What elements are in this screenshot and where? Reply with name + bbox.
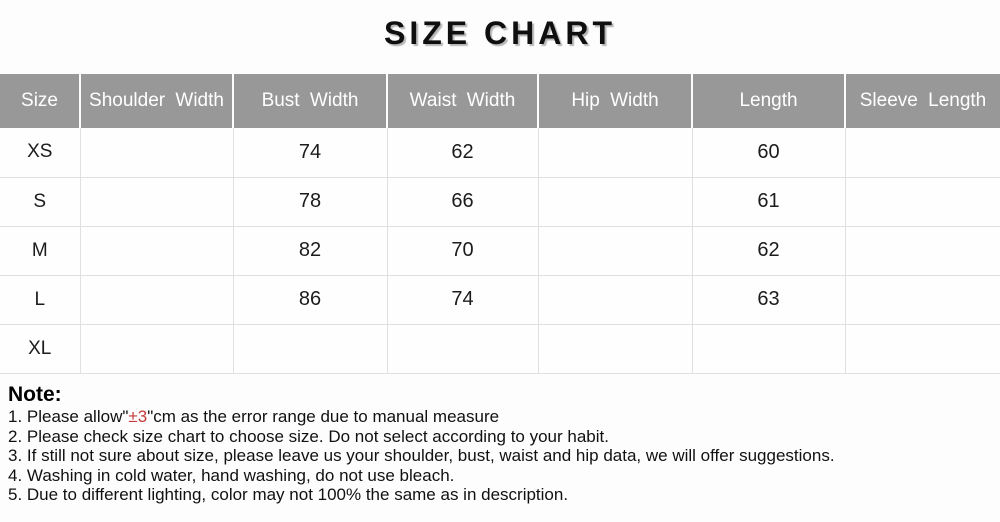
- cell-xs-hip: [538, 128, 692, 177]
- cell-l-bust: 86: [233, 275, 387, 324]
- cell-s-waist: 66: [387, 177, 538, 226]
- cell-l-sleeve: [845, 275, 1000, 324]
- cell-xl-hip: [538, 324, 692, 373]
- cell-l-shoulder: [80, 275, 233, 324]
- note-1-tolerance-value: ±3: [128, 407, 148, 426]
- cell-l-length: 63: [692, 275, 845, 324]
- table-row-s: [0, 177, 1000, 226]
- cell-s-size: S: [0, 177, 80, 226]
- cell-s-bust: 78: [233, 177, 387, 226]
- table-row-xl: [0, 324, 1000, 373]
- note-1-prefix: 1. Please allow": [8, 407, 129, 426]
- cell-xl-shoulder: [80, 324, 233, 373]
- cell-xl-size: XL: [0, 324, 80, 373]
- note-line-5: 5. Due to different lighting, color may not 100% the same as in description.: [8, 485, 569, 505]
- table-row-m: [0, 226, 1000, 275]
- notes-section: [8, 383, 993, 505]
- size-chart-table: [0, 74, 1000, 374]
- cell-l-size: L: [0, 275, 80, 324]
- cell-xs-sleeve: [845, 128, 1000, 177]
- header-sleeve-length: Sleeve Length: [845, 74, 1000, 128]
- cell-xl-waist: [387, 324, 538, 373]
- cell-xs-length: 60: [692, 128, 845, 177]
- cell-xs-waist: 62: [387, 128, 538, 177]
- page-title: SIZE CHART: [384, 15, 616, 51]
- table-row-xs: [0, 128, 1000, 177]
- note-line-4: 4. Washing in cold water, hand washing, do not use bleach.: [8, 465, 455, 485]
- cell-m-length: 62: [692, 226, 845, 275]
- table-header-row: [0, 74, 1000, 128]
- cell-s-sleeve: [845, 177, 1000, 226]
- cell-xl-sleeve: [845, 324, 1000, 373]
- cell-l-waist: 74: [387, 275, 538, 324]
- cell-m-shoulder: [80, 226, 233, 275]
- header-waist-width: Waist Width: [387, 74, 538, 128]
- header-hip-width: Hip Width: [538, 74, 692, 128]
- cell-m-size: M: [0, 226, 80, 275]
- cell-xs-size: XS: [0, 128, 80, 177]
- note-line-2: 2. Please check size chart to choose size. Do not select according to your habit.: [8, 426, 609, 446]
- cell-xs-bust: 74: [233, 128, 387, 177]
- cell-xs-shoulder: [80, 128, 233, 177]
- table-row-l: [0, 275, 1000, 324]
- header-length: Length: [692, 74, 845, 128]
- cell-m-sleeve: [845, 226, 1000, 275]
- cell-s-shoulder: [80, 177, 233, 226]
- cell-m-waist: 70: [387, 226, 538, 275]
- cell-xl-bust: [233, 324, 387, 373]
- notes-heading: Note:: [8, 383, 62, 406]
- note-line-1: [8, 407, 993, 427]
- cell-s-length: 61: [692, 177, 845, 226]
- cell-xl-length: [692, 324, 845, 373]
- note-line-3: 3. If still not sure about size, please leave us your shoulder, bust, waist and hip data, we will offer suggestions.: [8, 446, 835, 466]
- cell-m-hip: [538, 226, 692, 275]
- header-bust-width: Bust Width: [233, 74, 387, 128]
- header-shoulder-width: Shoulder Width: [80, 74, 233, 128]
- cell-m-bust: 82: [233, 226, 387, 275]
- header-size: Size: [0, 74, 80, 128]
- cell-l-hip: [538, 275, 692, 324]
- note-1-suffix: "cm as the error range due to manual measure: [147, 407, 500, 426]
- cell-s-hip: [538, 177, 692, 226]
